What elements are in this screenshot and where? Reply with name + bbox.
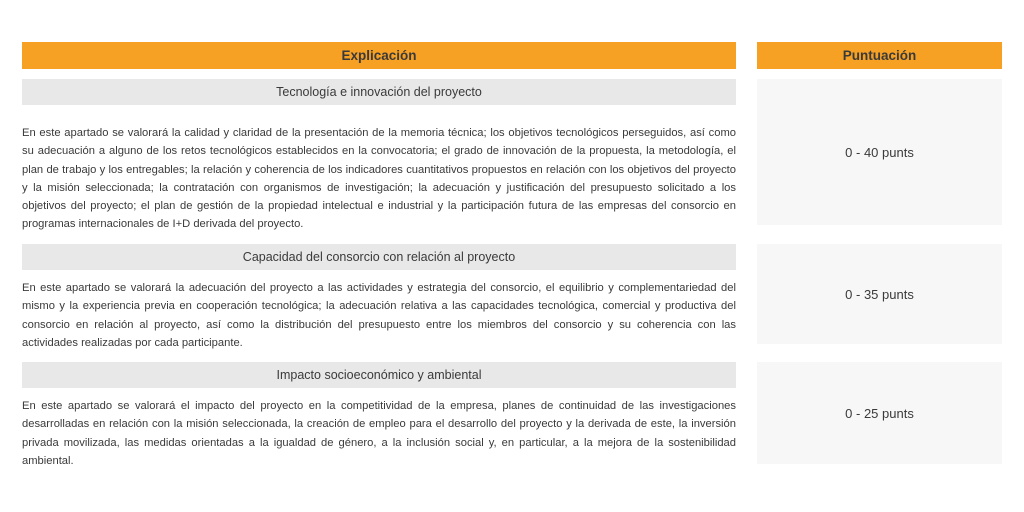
section-title-tecnologia: Tecnología e innovación del proyecto <box>22 79 736 105</box>
section-text-tecnologia: En este apartado se valorará la calidad y claridad de la presentación de la memoria técnica; los objetivos tecnológicos perseguidos, así como su adecuación a alguno de los retos tecnológicos establecidos en la convocatoria; el grado de innovación de la propuesta, la metodología, el plan de trabajo y los entregables; la relación y coherencia de los indicadores cuantitativos propuestos en relación con los objetivos del proyecto y la misión seleccionada; la contratación con organismos de investigación; la adecuación y justificación del presupuesto solicitado a los objetivos del proyecto; el plan de gestión de la propiedad intelectual e industrial y la participación futura de las empresas del consorcio en programas internacionales de I+D derivada del proyecto. <box>22 127 736 231</box>
score-consorcio: 0 - 35 punts <box>757 244 1002 344</box>
section-text-consorcio: En este apartado se valorará la adecuación del proyecto a las actividades y estrategia del consorcio, el equilibrio y complementariedad del mismo y la experiencia previa en cooperación tecnológica; la adecuación relativa a las capacidades tecnológica, comercial y productiva del consorcio en relación al proyecto, así como la distribución del presupuesto entre los miembros del consorcio y su coherencia con las actividades realizadas por cada participante. <box>22 282 736 349</box>
score-tecnologia: 0 - 40 punts <box>757 79 1002 225</box>
score-impacto: 0 - 25 punts <box>757 362 1002 464</box>
header-puntuacion: Puntuación <box>757 42 1002 69</box>
section-text-impacto: En este apartado se valorará el impacto del proyecto en la competitividad de la empresa, planes de continuidad de las investigaciones desarrolladas en relación con la misión seleccionada, la creación de empleo para el desarrollo del proyecto y la derivada de este, la inversión privada movilizada, las medidas orientadas a la igualdad de género, a la inclusión social y, en particular, a la mejora de la sostenibilidad ambiental. <box>22 400 736 467</box>
header-explicacion: Explicación <box>22 42 736 69</box>
section-title-impacto: Impacto socioeconómico y ambiental <box>22 362 736 388</box>
section-title-consorcio: Capacidad del consorcio con relación al proyecto <box>22 244 736 270</box>
